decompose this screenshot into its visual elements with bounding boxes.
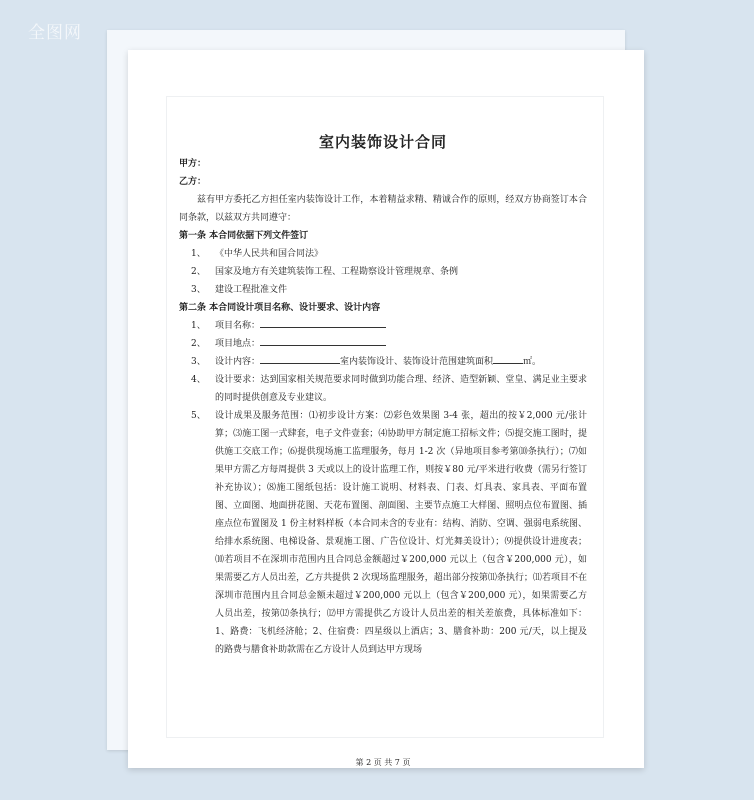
project-name-blank [260, 317, 386, 328]
art1-item-3-num: 3、 [191, 285, 206, 295]
design-content-mid: 室内装饰设计、装饰设计范围建筑面积 [340, 357, 494, 367]
art2-item-3-num: 3、 [191, 357, 206, 367]
document-page [128, 50, 644, 768]
art1-item-1-text: 《中华人民共和国合同法》 [215, 249, 324, 259]
project-name-row [215, 317, 386, 335]
intro-paragraph: 兹有甲方委托乙方担任室内装饰设计工作，本着精益求精、精诚合作的原则，经双方协商签订本合同条款，以兹双方共同遵守： [179, 195, 587, 223]
area-unit: ㎡。 [523, 357, 542, 367]
page-number-footer: 第 2 页 共 7 页 [355, 758, 411, 767]
party-b-label: 乙方： [179, 177, 207, 187]
art1-item-1-num: 1、 [191, 249, 206, 259]
project-location-label: 项目地点： [215, 339, 261, 349]
art2-item-5-num: 5、 [191, 411, 206, 421]
art2-item-1-num: 1、 [191, 321, 206, 331]
document-title: 室内装饰设计合同 [318, 133, 447, 151]
design-content-blank [260, 353, 340, 364]
art1-item-3-text: 建设工程批准文件 [215, 285, 288, 295]
page-content-frame [166, 96, 604, 767]
design-requirements: 设计要求：达到国家相关规范要求同时做到功能合理、经济、造型新颖、堂皇、满足业主要求的同时提供创意及专业建议。 [215, 375, 587, 403]
area-blank [493, 353, 523, 364]
art2-item-2-num: 2、 [191, 339, 206, 349]
art2-item-4-num: 4、 [191, 375, 206, 385]
art1-item-2-num: 2、 [191, 267, 206, 277]
article-2-title: 第二条 本合同设计项目名称、设计要求、设计内容 [179, 303, 381, 313]
project-location-row [215, 335, 386, 353]
design-content-label: 设计内容： [215, 357, 261, 367]
project-name-label: 项目名称： [215, 321, 261, 331]
art1-item-2-text: 国家及地方有关建筑装饰工程、工程勘察设计管理规章、条例 [215, 267, 459, 277]
article-1-title: 第一条 本合同依据下列文件签订 [179, 231, 309, 241]
project-location-blank [260, 335, 386, 346]
party-a-label: 甲方： [179, 159, 207, 169]
design-deliverables: 设计成果及服务范围：⑴初步设计方案：⑵彩色效果图 3-4 张，超出的按￥2,000 元/张计算；⑶施工图一式肆套，电子文件壹套；⑷协助甲方制定施工招标文件；⑸提交施工图时，提供施工交底工作；⑹提供现场施工监理服务，每月 1-2 次（异地项目参考第⑽条执行）；⑺如果甲方需乙方每周提供 3 天或以上的设计监理工作，则按￥80 元/平米进行收费（需另行签订补充协议）；⑻施工图纸包括：设计施工说明、材料表、门表、灯具表、家具表、平面布置图、立面图、地面拼花图、天花布置图、剖面图、主要节点施工大样图、照明点位布置图、插座点位布置图及 1 份主材料样板（本合同未含的专业有：结构、消防、空调、强弱电系统图、给排水系统图、电梯设备、景观施工图、广告位设计、灯光舞美设计）；⑼提供设计进度表；⑽若项目不在深圳市范围内且合同总金额超过￥200,000 元以上（包含￥200,000 元），如果需要乙方人员出差，乙方共提供 2 次现场监理服务，超出部分按第⑾条执行；⑾若项目不在深圳市范围内且合同总金额未超过￥200,000 元以上（包含￥200,000 元），如果需要乙方人员出差，按第⑿条执行；⑿甲方需提供乙方设计人员出差的相关差旅费，具体标准如下：1、路费：飞机经济舱；2、住宿费：四星级以上酒店；3、膳食补助：200 元/天，以上提及的路费与膳食补助款需在乙方设计人员到达甲方现场 [215, 411, 587, 655]
watermark-text: 全图网 [28, 23, 82, 43]
design-content-row [215, 353, 541, 371]
